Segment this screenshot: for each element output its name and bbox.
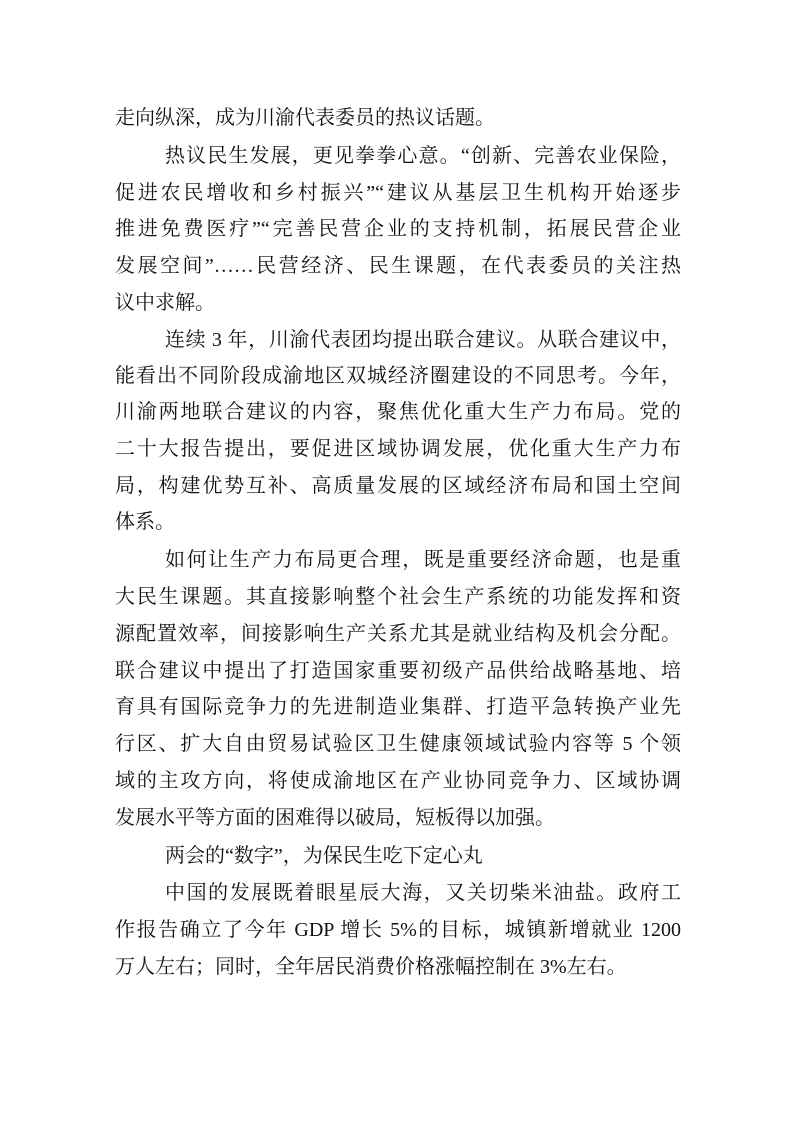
- text-line: 走向纵深，成为川渝代表委员的热议话题。: [115, 107, 495, 129]
- text-line: 连续 3 年，川渝代表团均提出联合建议。从联合建议中，: [165, 329, 681, 351]
- section-heading: 两会的“数字”，为保民生吃下定心丸: [165, 845, 483, 867]
- text-line: 作报告确立了今年 GDP 增长 5%的目标，城镇新增就业 1200: [115, 919, 681, 941]
- text-line: 体系。: [115, 511, 175, 533]
- text-line: 推进免费医疗”“完善民营企业的支持机制，拓展民营企业: [115, 218, 681, 240]
- text-line: 育具有国际竞争力的先进制造业集群、打造平急转换产业先: [115, 696, 681, 718]
- text-line: 议中求解。: [115, 292, 215, 314]
- text-line: 促进农民增收和乡村振兴”“建议从基层卫生机构开始逐步: [115, 182, 681, 204]
- text-line: 发展水平等方面的困难得以破局，短板得以加强。: [115, 807, 555, 829]
- text-line: 热议民生发展，更见拳拳心意。“创新、完善农业保险，: [165, 145, 681, 167]
- text-line: 万人左右；同时，全年居民消费价格涨幅控制在 3%左右。: [115, 956, 627, 978]
- text-line: 川渝两地联合建议的内容，聚焦优化重大生产力布局。党的: [115, 401, 681, 423]
- text-line: 联合建议中提出了打造国家重要初级产品供给战略基地、培: [115, 660, 681, 682]
- text-line: 中国的发展既着眼星辰大海，又关切柴米油盐。政府工: [165, 882, 681, 904]
- text-line: 如何让生产力布局更合理，既是重要经济命题，也是重: [165, 549, 681, 571]
- text-line: 发展空间”……民营经济、民生课题，在代表委员的关注热: [115, 255, 681, 277]
- text-line: 二十大报告提出，要促进区域协调发展，优化重大生产力布: [115, 438, 681, 460]
- text-line: 能看出不同阶段成渝地区双城经济圈建设的不同思考。今年，: [115, 365, 681, 387]
- text-line: 源配置效率，间接影响生产关系尤其是就业结构及机会分配。: [115, 623, 681, 645]
- text-line: 局，构建优势互补、高质量发展的区域经济布局和国土空间: [115, 475, 681, 497]
- text-line: 行区、扩大自由贸易试验区卫生健康领域试验内容等 5 个领: [115, 733, 681, 755]
- text-line: 域的主攻方向，将使成渝地区在产业协同竞争力、区域协调: [115, 770, 681, 792]
- text-line: 大民生课题。其直接影响整个社会生产系统的功能发挥和资: [115, 586, 681, 608]
